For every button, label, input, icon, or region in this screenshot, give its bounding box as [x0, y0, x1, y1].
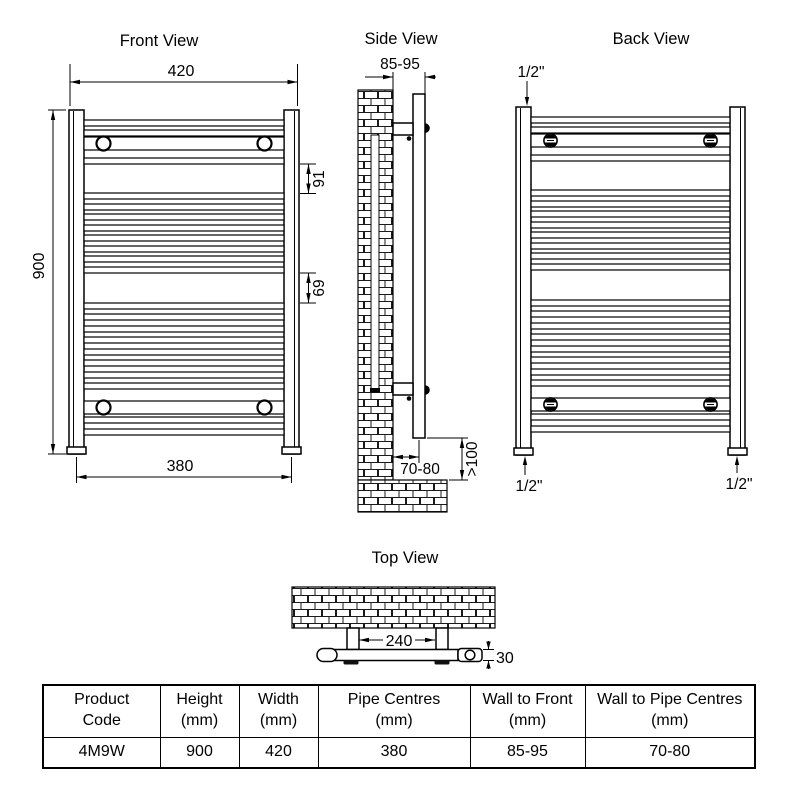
floor-clearance-label: >100	[464, 441, 481, 477]
radiator-bar	[531, 211, 730, 217]
blanking-plug	[317, 649, 337, 662]
connection-bottom-right	[725, 456, 752, 493]
radiator-bar	[531, 243, 730, 249]
col-header-wall-to-pipe-centres: Wall to Pipe Centres (mm)	[585, 685, 755, 737]
table-row	[43, 737, 755, 768]
side-view	[358, 30, 481, 512]
connection-bottom-right-label: 1/2"	[725, 476, 753, 493]
front-gap-69-dimension	[300, 273, 328, 303]
mounting-bracket-ring	[258, 137, 272, 151]
radiator-bar	[531, 414, 730, 420]
mounting-bracket-ring	[97, 137, 111, 151]
wall-plan	[292, 587, 495, 628]
mounting-bracket-ring	[258, 401, 272, 415]
cell-pipe-centres: 380	[318, 737, 470, 768]
radiator-bar	[84, 193, 284, 199]
radiator-bar	[84, 225, 284, 231]
radiator-bar	[531, 311, 730, 317]
col-header-pipe-centres: Pipe Centres (mm)	[318, 685, 470, 737]
radiator-bar	[84, 303, 284, 309]
radiator-bar	[84, 314, 284, 320]
radiator-bar	[84, 246, 284, 252]
radiator-bar	[84, 204, 284, 210]
radiator-bar	[531, 201, 730, 207]
radiator-bar	[531, 380, 730, 386]
cell-width: 420	[239, 737, 318, 768]
radiator-bar	[84, 337, 284, 343]
radiator-bar	[531, 357, 730, 363]
radiator-bar	[531, 222, 730, 228]
wall-bracket-screw	[544, 398, 557, 411]
radiator-bar	[531, 426, 730, 432]
radiator-bar	[84, 401, 284, 414]
radiator-bar	[84, 235, 284, 241]
radiator-bar	[84, 349, 284, 355]
table-header-row	[43, 685, 755, 737]
cell-wall-to-front: 85-95	[470, 737, 585, 768]
top-radiator-tube	[317, 649, 482, 665]
radiator-bar	[531, 346, 730, 352]
side-radiator-tube	[413, 94, 425, 438]
col-header-wall-to-front: Wall to Front (mm)	[470, 685, 585, 737]
radiator-tube	[516, 107, 531, 455]
top-view	[292, 549, 514, 669]
front-gap-91-dimension	[300, 164, 328, 194]
radiator-bar	[84, 120, 284, 126]
back-view	[514, 30, 753, 495]
wall-bracket-screw	[704, 398, 717, 411]
wall-to-pipe-label: 70-80	[400, 461, 440, 478]
connection-top-left-label: 1/2"	[517, 64, 545, 81]
front-view-title: Front View	[119, 32, 199, 50]
radiator-bar	[84, 214, 284, 220]
top-left-bracket	[347, 628, 359, 650]
wall-to-front-label: 85-95	[380, 56, 420, 73]
tube-depth-label: 30	[496, 650, 514, 667]
radiator-bar	[84, 326, 284, 332]
radiator-bar	[84, 417, 284, 423]
radiator-bar	[531, 300, 730, 306]
connection-bottom-left-label: 1/2"	[515, 478, 543, 495]
radiator-bar	[531, 398, 730, 411]
front-gap-91-label: 91	[311, 170, 328, 188]
connection-bottom-left	[515, 456, 542, 495]
front-pipe-centres-label: 380	[166, 458, 194, 475]
col-header-product-code: Product Code	[43, 685, 160, 737]
radiator-tube	[730, 107, 745, 455]
front-height-dimension	[31, 110, 66, 454]
radiator-bar	[531, 264, 730, 270]
wall-bracket-screw	[544, 134, 557, 147]
mounting-bracket-ring	[97, 401, 111, 415]
spec-table	[42, 684, 754, 769]
radiator-bar	[84, 158, 284, 164]
col-header-height: Height (mm)	[160, 685, 239, 737]
radiator-bar	[531, 323, 730, 329]
front-gap-69-label: 69	[311, 279, 328, 297]
col-header-width: Width (mm)	[239, 685, 318, 737]
cell-wall-to-pipe-centres: 70-80	[585, 737, 755, 768]
bracket-centres-label: 240	[385, 633, 413, 650]
back-view-title: Back View	[612, 30, 690, 48]
radiator-bar	[84, 360, 284, 366]
front-pipe-centres-dimension	[77, 457, 292, 483]
radiator-bar	[531, 190, 730, 196]
front-view	[31, 32, 328, 483]
radiator-bar	[84, 383, 284, 389]
radiator-bar	[531, 127, 730, 133]
radiator-bar	[531, 134, 730, 147]
radiator-tube	[69, 110, 84, 454]
floor-section	[358, 480, 447, 512]
connection-top-left	[517, 64, 544, 106]
radiator-bar	[531, 232, 730, 238]
radiator-tube	[284, 110, 299, 454]
front-width-label: 420	[167, 63, 195, 80]
bracket-foot	[435, 660, 450, 665]
tube-foot-cap	[282, 447, 301, 454]
radiator-bar	[531, 334, 730, 340]
radiator-bar	[531, 155, 730, 161]
top-right-bracket	[436, 628, 448, 650]
wall-to-pipe-dimension	[393, 440, 440, 478]
bracket-foot	[344, 660, 359, 665]
back-radiator	[514, 107, 747, 455]
tube-foot-cap	[514, 448, 533, 455]
radiator-bar	[84, 429, 284, 435]
radiator-bar	[531, 117, 730, 123]
top-view-title: Top View	[371, 549, 439, 567]
radiator-bar	[84, 372, 284, 378]
cell-product-code: 4M9W	[43, 737, 160, 768]
cell-height: 900	[160, 737, 239, 768]
radiator-bar	[531, 369, 730, 375]
radiator-bar	[531, 253, 730, 259]
bracket-centres-dimension	[359, 633, 435, 650]
radiator-bar	[84, 267, 284, 273]
wall-to-front-dimension	[365, 56, 436, 94]
front-width-dimension	[70, 63, 298, 106]
tube-depth-dimension	[483, 641, 514, 669]
radiator-bar	[84, 130, 284, 136]
side-view-title: Side View	[364, 30, 438, 48]
front-radiator	[67, 110, 301, 454]
tube-foot-cap	[728, 448, 747, 455]
tube-foot-cap	[67, 447, 86, 454]
front-height-label: 900	[31, 252, 48, 280]
wall-bracket-screw	[704, 134, 717, 147]
concealed-pipe	[370, 135, 380, 393]
radiator-bar	[84, 137, 284, 150]
radiator-bar	[84, 256, 284, 262]
